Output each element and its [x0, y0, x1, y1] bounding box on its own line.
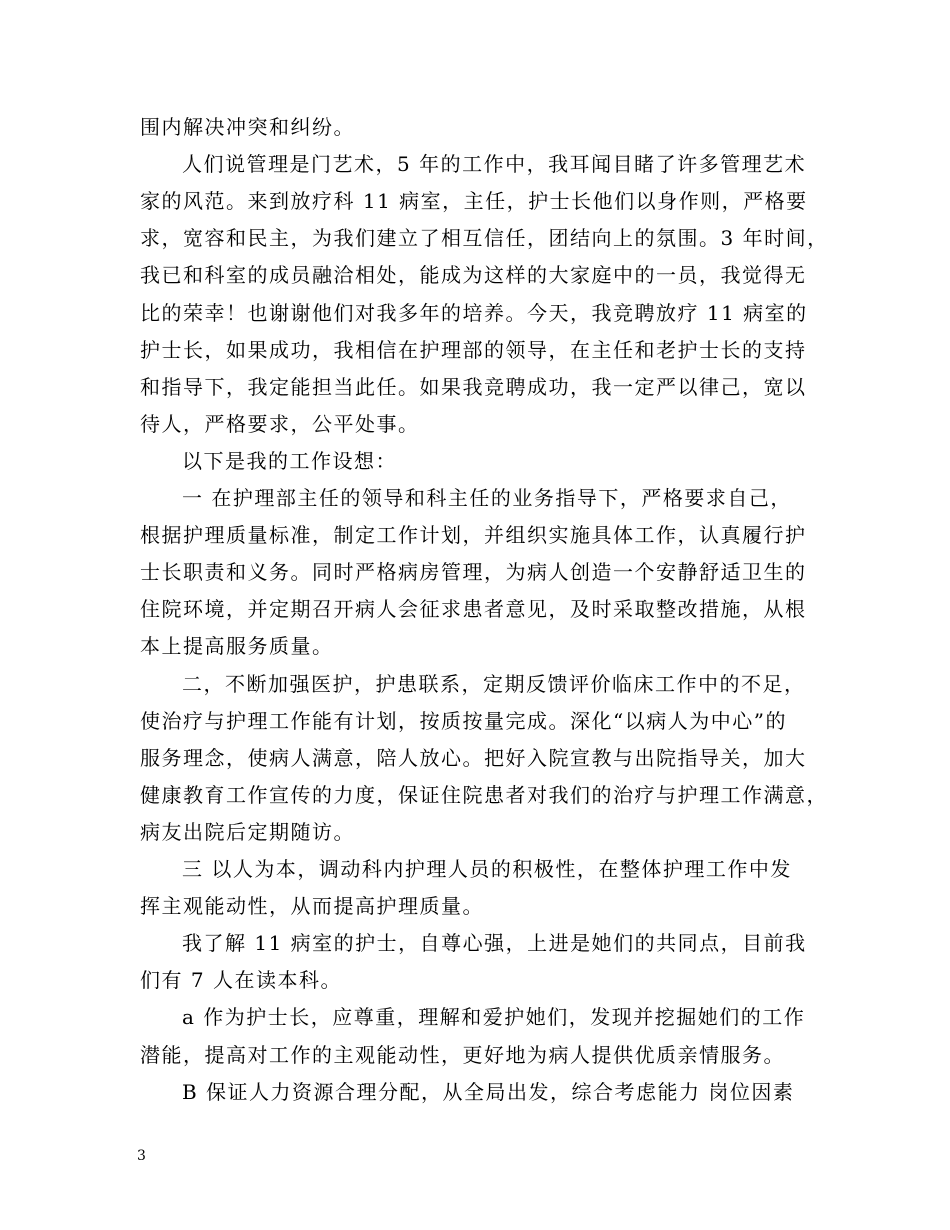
text-line: 三 以人为本，调动科内护理人员的积极性，在整体护理工作中发: [182, 857, 792, 881]
text-line: 潜能，提高对工作的主观能动性，更好地为病人提供优质亲情服务。: [140, 1042, 785, 1067]
text-line: 使治疗与护理工作能有计划，按质按量完成。深化“以病人为中心”的: [140, 708, 787, 733]
text-line: 我了解 11 病室的护士，自尊心强，上进是她们的共同点，目前我: [182, 931, 807, 956]
text-line: 住院环境，并定期召开病人会征求患者意见，及时采取整改措施，从根: [140, 597, 807, 622]
text-line: 服务理念，使病人满意，陪人放心。把好入院宣教与出院指导关，加大: [140, 745, 807, 770]
text-line: 以下是我的工作设想：: [182, 448, 397, 473]
text-line: 和指导下，我定能担当此任。如果我竞聘成功，我一定严以律己，宽以: [140, 374, 807, 399]
text-line: 一 在护理部主任的领导和科主任的业务指导下，严格要求自己，: [182, 486, 792, 510]
text-line: 挥主观能动性，从而提高护理质量。: [140, 894, 484, 919]
page-number: 3: [137, 1148, 146, 1164]
text-line: 待人，严格要求，公平处事。: [140, 411, 420, 436]
text-line: 们有 7 人在读本科。: [140, 968, 342, 993]
text-line: 病友出院后定期随访。: [140, 819, 355, 844]
text-line: 围内解决冲突和纠纷。: [140, 115, 355, 139]
text-line: 本上提高服务质量。: [140, 634, 334, 659]
text-line: 健康教育工作宣传的力度，保证住院患者对我们的治疗与护理工作满意，: [140, 782, 828, 807]
text-line: 求，宽容和民主，为我们建立了相互信任，团结向上的氛围。3 年时间，: [140, 226, 829, 251]
text-line: B 保证人力资源合理分配，从全局出发，综合考虑能力 岗位因素: [182, 1079, 795, 1104]
text-line: 家的风范。来到放疗科 11 病室，主任，护士长他们以身作则，严格要: [140, 189, 808, 214]
text-line: 士长职责和义务。同时严格病房管理，为病人创造一个安静舒适卫生的: [140, 560, 807, 585]
text-line: 护士长，如果成功，我相信在护理部的领导，在主任和老护士长的支持: [140, 337, 807, 362]
text-line: 比的荣幸！也谢谢他们对我多年的培养。今天，我竞聘放疗 11 病室的: [140, 300, 808, 325]
text-line: 人们说管理是门艺术，5 年的工作中，我耳闻目睹了许多管理艺术: [182, 152, 807, 177]
text-line: a 作为护士长，应尊重，理解和爱护她们，发现并挖掘她们的工作: [182, 1005, 806, 1030]
text-line: 我已和科室的成员融洽相处，能成为这样的大家庭中的一员，我觉得无: [140, 263, 807, 288]
text-line: 二，不断加强医护，护患联系，定期反馈评价临床工作中的不足，: [182, 671, 806, 696]
text-line: 根据护理质量标准，制定工作计划，并组织实施具体工作，认真履行护: [140, 523, 807, 548]
